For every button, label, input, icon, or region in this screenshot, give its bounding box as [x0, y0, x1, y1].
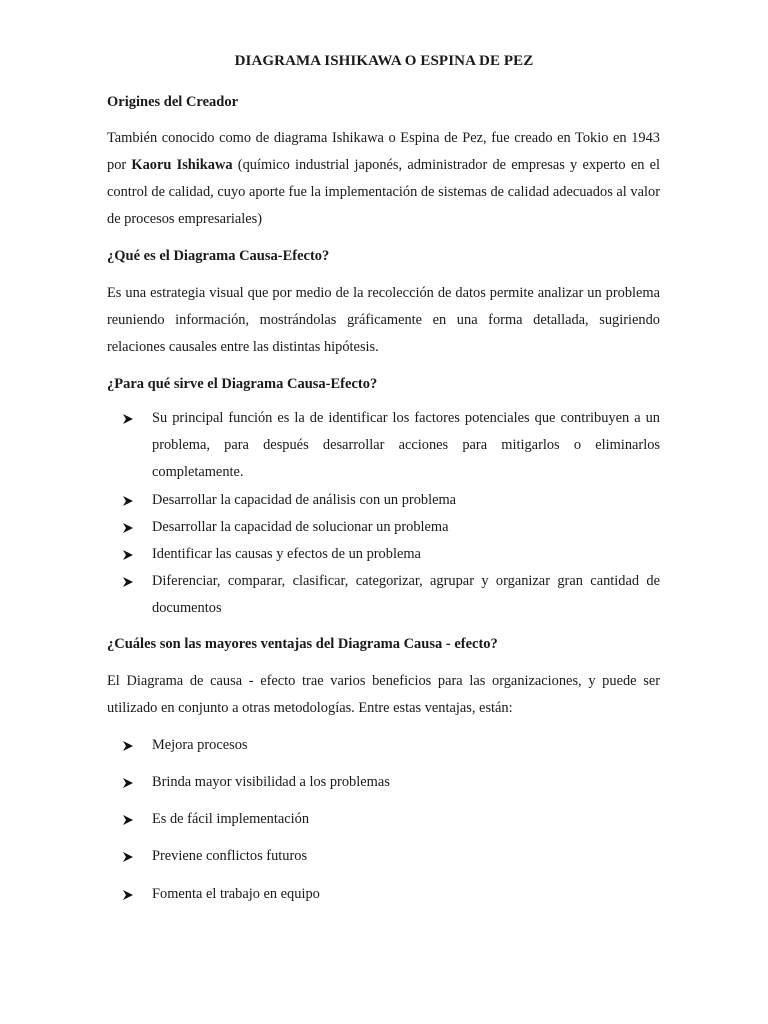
list-item-purpose-1: Su principal función es la de identificar los factores potenciales que contribuyen a un problema, para después desarrollar acciones para mitigarlos o eliminarlos completamente. [152, 410, 660, 480]
list-item-purpose-2: Desarrollar la capacidad de análisis con un problema [152, 492, 457, 508]
heading-origins: Origines del Creador [107, 94, 239, 110]
heading-what: ¿Qué es el Diagrama Causa-Efecto? [107, 248, 330, 264]
list-item-purpose-5: Diferenciar, comparar, clasificar, categorizar, agrupar y organizar gran cantidad de documentos [152, 573, 660, 616]
paragraph-what: Es una estrategia visual que por medio de la recolección de datos permite analizar un problema reuniendo información, mostrándolas gráficamente en una forma detallada, sugiriendo relaciones causales entre las distintas hipótesis. [107, 285, 660, 355]
list-item-advantage-4: Previene conflictos futuros [152, 848, 308, 864]
arrowhead-bullet-icon [122, 732, 136, 759]
arrowhead-bullet-icon [122, 843, 136, 870]
list-item-advantage-2: Brinda mayor visibilidad a los problemas [152, 774, 390, 790]
arrowhead-bullet-icon [122, 487, 136, 514]
heading-purpose: ¿Para qué sirve el Diagrama Causa-Efecto? [107, 376, 378, 392]
origins-text-before: También conocido como de diagrama Ishikawa o Espina de Pez, fue creado en Tokio en 1943 por [107, 130, 660, 173]
arrowhead-bullet-icon [122, 514, 136, 541]
list-item-purpose-3: Desarrollar la capacidad de solucionar un problema [152, 519, 449, 535]
arrowhead-bullet-icon [122, 568, 136, 595]
list-item-advantage-3: Es de fácil implementación [152, 811, 310, 827]
list-item-purpose-4: Identificar las causas y efectos de un problema [152, 546, 421, 562]
arrowhead-bullet-icon [122, 881, 136, 908]
paragraph-origins [107, 125, 660, 233]
document-title: DIAGRAMA ISHIKAWA O ESPINA DE PEZ [234, 53, 534, 69]
list-item-advantage-5: Fomenta el trabajo en equipo [152, 886, 320, 902]
list-item-advantage-1: Mejora procesos [152, 737, 248, 753]
origins-text-after: (químico industrial japonés, administrador de empresas y experto en el control de calidad, cuyo aporte fue la implementación de sistemas de calidad adecuados al valor de procesos empresariales) [107, 157, 661, 227]
arrowhead-bullet-icon [122, 806, 136, 833]
arrowhead-bullet-icon [122, 405, 136, 432]
arrowhead-bullet-icon [122, 541, 136, 568]
creator-name: Kaoru Ishikawa [131, 157, 233, 173]
paragraph-advantages: El Diagrama de causa - efecto trae varios beneficios para las organizaciones, y puede ser utilizado en conjunto a otras metodologías. Entre estas ventajas, están: [107, 673, 660, 716]
arrowhead-bullet-icon [122, 769, 136, 796]
heading-advantages: ¿Cuáles son las mayores ventajas del Diagrama Causa - efecto? [107, 636, 498, 652]
